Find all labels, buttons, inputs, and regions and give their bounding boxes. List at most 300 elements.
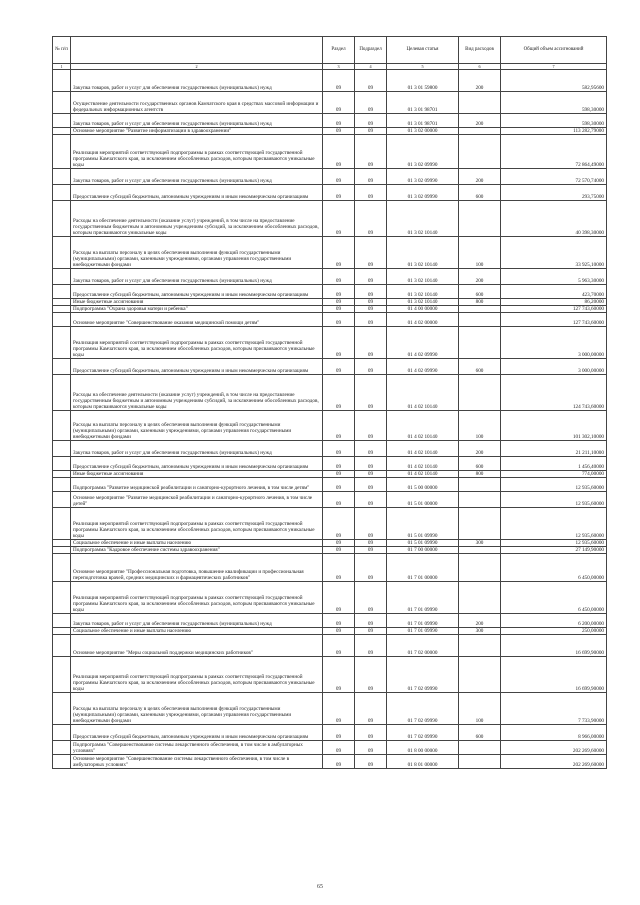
row-num: [53, 635, 71, 657]
row-subsection: 09: [355, 92, 387, 114]
header-target: Целевая статья: [387, 37, 459, 64]
row-amount: 72 864,49000: [501, 135, 607, 169]
column-number: 3: [323, 64, 355, 70]
row-section: 09: [323, 169, 355, 185]
row-target: 01 3 02 10140: [387, 299, 459, 306]
row-section: 09: [323, 269, 355, 285]
row-name: Расходы на обеспечение деятельности (оказание услуг) учреждений, в том числе на предоставление государственным бюджетным и автономным учреждениям субсидий, за исключением обособленных расходов, которым присваиваются уникальные коды: [71, 201, 323, 237]
budget-table-sheet: [52, 36, 606, 769]
row-name: Предоставление субсидий бюджетным, автономным учреждениям и иным некоммерческим организациям: [71, 285, 323, 299]
row-subsection: 09: [355, 635, 387, 657]
row-num: [53, 185, 71, 201]
row-section: 09: [323, 92, 355, 114]
table-row: [53, 285, 607, 299]
row-section: 09: [323, 375, 355, 411]
row-num: [53, 457, 71, 471]
row-target: 01 3 02 10140: [387, 237, 459, 269]
row-subsection: 09: [355, 285, 387, 299]
row-num: [53, 693, 71, 725]
row-name: Иные бюджетные ассигнования: [71, 471, 323, 478]
row-subsection: 09: [355, 70, 387, 92]
row-exptype: 200: [459, 114, 501, 128]
row-subsection: 09: [355, 478, 387, 492]
header-exptype: Вид расходов: [459, 37, 501, 64]
row-name: Закупка товаров, работ и услуг для обеспечения государственных (муниципальных) нужд: [71, 169, 323, 185]
row-name: Расходы на выплаты персоналу в целях обеспечения выполнения функций государственными (муниципальными) органами, казенными учреждениями, органами управления государственными внебюджетными фондами: [71, 237, 323, 269]
row-amount: 6 200,00000: [501, 614, 607, 628]
table-row: [53, 92, 607, 114]
row-exptype: [459, 582, 501, 614]
row-amount: 3 000,00000: [501, 327, 607, 359]
row-target: 01 4 02 10140: [387, 457, 459, 471]
table-row: [53, 237, 607, 269]
row-subsection: 09: [355, 582, 387, 614]
row-target: 01 4 02 10140: [387, 471, 459, 478]
table-row: [53, 540, 607, 547]
row-target: 01 7 01 09990: [387, 582, 459, 614]
row-exptype: [459, 547, 501, 554]
row-subsection: 09: [355, 169, 387, 185]
table-row: [53, 628, 607, 635]
row-amount: 12 935,60000: [501, 478, 607, 492]
table-row: [53, 635, 607, 657]
row-exptype: 800: [459, 471, 501, 478]
row-exptype: [459, 327, 501, 359]
row-section: 09: [323, 237, 355, 269]
row-subsection: 09: [355, 628, 387, 635]
row-exptype: [459, 92, 501, 114]
row-target: 01 7 01 00000: [387, 554, 459, 582]
row-target: 01 7 02 00000: [387, 635, 459, 657]
table-row: [53, 471, 607, 478]
row-section: 09: [323, 327, 355, 359]
row-target: 01 7 01 09990: [387, 614, 459, 628]
row-target: 01 4 02 09990: [387, 327, 459, 359]
table-row: [53, 741, 607, 755]
row-name: Подпрограмма "Развитие медицинской реабилитации и санаторно-курортного лечения, в том числе детям": [71, 478, 323, 492]
row-target: 01 7 02 09990: [387, 725, 459, 741]
header-amount: Общий объем ассигнований: [501, 37, 607, 64]
table-row: [53, 582, 607, 614]
table-row: [53, 657, 607, 693]
row-name: Подпрограмма "Кадровое обеспечение системы здравоохранения": [71, 547, 323, 554]
row-amount: 21 211,10000: [501, 441, 607, 457]
row-num: [53, 359, 71, 375]
header-subsection: Подраздел: [355, 37, 387, 64]
row-amount: 293,75000: [501, 185, 607, 201]
row-target: 01 3 01 98701: [387, 114, 459, 128]
row-name: Предоставление субсидий бюджетным, автономным учреждениям и иным некоммерческим организациям: [71, 359, 323, 375]
row-section: 09: [323, 306, 355, 313]
row-exptype: [459, 478, 501, 492]
row-subsection: 09: [355, 128, 387, 135]
row-target: 01 3 02 09990: [387, 169, 459, 185]
row-name: Социальное обеспечение и иные выплаты населению: [71, 628, 323, 635]
row-exptype: 600: [459, 185, 501, 201]
row-target: 01 7 02 09990: [387, 693, 459, 725]
row-subsection: 09: [355, 359, 387, 375]
row-subsection: 09: [355, 492, 387, 508]
row-subsection: 09: [355, 725, 387, 741]
row-num: [53, 169, 71, 185]
row-section: 09: [323, 185, 355, 201]
table-row: [53, 478, 607, 492]
row-section: 09: [323, 478, 355, 492]
row-target: 01 4 02 10140: [387, 375, 459, 411]
row-exptype: [459, 741, 501, 755]
row-num: [53, 299, 71, 306]
row-exptype: 600: [459, 725, 501, 741]
row-num: [53, 614, 71, 628]
row-name: Расходы на выплаты персоналу в целях обеспечения выполнения функций государственными (муниципальными) органами, казенными учреждениями, органами управления государственными внебюджетными фондами: [71, 693, 323, 725]
row-amount: 598,30000: [501, 114, 607, 128]
table-row: [53, 269, 607, 285]
row-section: 09: [323, 554, 355, 582]
row-subsection: 09: [355, 114, 387, 128]
column-number: 5: [387, 64, 459, 70]
row-num: [53, 554, 71, 582]
row-amount: 127 743,60000: [501, 306, 607, 313]
table-header-row: [53, 37, 607, 64]
row-amount: 16 699,90000: [501, 657, 607, 693]
row-target: 01 3 02 00000: [387, 128, 459, 135]
row-amount: 33 925,10000: [501, 237, 607, 269]
row-name: Социальное обеспечение и иные выплаты населению: [71, 540, 323, 547]
row-num: [53, 725, 71, 741]
row-num: [53, 375, 71, 411]
row-amount: 127 743,60000: [501, 313, 607, 327]
row-subsection: 09: [355, 614, 387, 628]
row-amount: 101 302,10000: [501, 411, 607, 441]
row-section: 09: [323, 547, 355, 554]
row-name: Предоставление субсидий бюджетным, автономным учреждениям и иным некоммерческим организациям: [71, 185, 323, 201]
table-row: [53, 135, 607, 169]
row-subsection: 09: [355, 269, 387, 285]
row-target: 01 3 01 98701: [387, 92, 459, 114]
row-amount: 113 282,79000: [501, 128, 607, 135]
row-num: [53, 478, 71, 492]
table-row: [53, 70, 607, 92]
row-amount: 774,00000: [501, 471, 607, 478]
row-exptype: [459, 492, 501, 508]
row-subsection: 09: [355, 327, 387, 359]
row-name: Предоставление субсидий бюджетным, автономным учреждениям и иным некоммерческим организациям: [71, 457, 323, 471]
row-section: 09: [323, 128, 355, 135]
row-exptype: 200: [459, 70, 501, 92]
table-row: [53, 508, 607, 540]
row-name: Расходы на выплаты персоналу в целях обеспечения выполнения функций государственными (муниципальными) органами, казенными учреждениями, органами управления государственными внебюджетными фондами: [71, 411, 323, 441]
table-row: [53, 547, 607, 554]
row-exptype: 100: [459, 693, 501, 725]
row-amount: 12 935,60000: [501, 508, 607, 540]
row-section: 09: [323, 70, 355, 92]
row-section: 09: [323, 135, 355, 169]
table-row: [53, 128, 607, 135]
row-target: 01 5 01 00000: [387, 492, 459, 508]
row-subsection: 09: [355, 375, 387, 411]
table-row: [53, 185, 607, 201]
row-section: 09: [323, 628, 355, 635]
row-num: [53, 657, 71, 693]
row-target: 01 7 00 00000: [387, 547, 459, 554]
row-amount: 124 743,60000: [501, 375, 607, 411]
table-row: [53, 725, 607, 741]
row-subsection: 09: [355, 554, 387, 582]
row-target: 01 3 02 10140: [387, 269, 459, 285]
table-row: [53, 114, 607, 128]
header-name: [71, 37, 323, 64]
row-num: [53, 628, 71, 635]
row-section: 09: [323, 508, 355, 540]
row-num: [53, 269, 71, 285]
row-amount: 598,30000: [501, 92, 607, 114]
row-exptype: 800: [459, 299, 501, 306]
row-exptype: [459, 306, 501, 313]
row-subsection: 09: [355, 313, 387, 327]
row-section: 09: [323, 725, 355, 741]
row-section: 09: [323, 359, 355, 375]
row-name: Основное мероприятие "Совершенствование оказания медицинской помощи детям": [71, 313, 323, 327]
row-target: 01 4 02 10140: [387, 441, 459, 457]
table-row: [53, 201, 607, 237]
row-num: [53, 471, 71, 478]
row-amount: 6 450,00000: [501, 554, 607, 582]
row-amount: 86,20000: [501, 299, 607, 306]
row-section: 09: [323, 201, 355, 237]
row-target: 01 7 01 09990: [387, 628, 459, 635]
column-number: 4: [355, 64, 387, 70]
row-target: 01 4 02 10140: [387, 411, 459, 441]
row-num: [53, 540, 71, 547]
row-section: 09: [323, 635, 355, 657]
column-number: 7: [501, 64, 607, 70]
row-num: [53, 135, 71, 169]
row-num: [53, 492, 71, 508]
row-subsection: 09: [355, 693, 387, 725]
table-row: [53, 693, 607, 725]
header-num: № п/п: [53, 37, 71, 64]
row-name: Подпрограмма "Совершенствование системы лекарственного обеспечения, в том числе в амбулаторных условиях": [71, 741, 323, 755]
row-target: 01 5 01 09990: [387, 508, 459, 540]
row-name: Основное мероприятие "Меры социальной поддержки медицинских работников": [71, 635, 323, 657]
row-name: Закупка товаров, работ и услуг для обеспечения государственных (муниципальных) нужд: [71, 614, 323, 628]
row-num: [53, 411, 71, 441]
table-row: [53, 614, 607, 628]
row-exptype: 200: [459, 269, 501, 285]
row-target: 01 3 02 09990: [387, 135, 459, 169]
row-section: 09: [323, 299, 355, 306]
row-subsection: 09: [355, 471, 387, 478]
row-name: Расходы на обеспечение деятельности (оказание услуг) учреждений, в том числе на предоставление государственным бюджетным и автономным учреждениям субсидий, за исключением обособленных расходов, которым присваиваются уникальные коды: [71, 375, 323, 411]
row-subsection: 09: [355, 457, 387, 471]
row-name: Закупка товаров, работ и услуг для обеспечения государственных (муниципальных) нужд: [71, 441, 323, 457]
row-subsection: 09: [355, 508, 387, 540]
row-exptype: [459, 635, 501, 657]
row-num: [53, 582, 71, 614]
row-subsection: 09: [355, 411, 387, 441]
row-num: [53, 70, 71, 92]
row-num: [53, 547, 71, 554]
page-number: 65: [317, 884, 323, 890]
row-target: 01 4 00 00000: [387, 306, 459, 313]
table-row: [53, 375, 607, 411]
row-name: Закупка товаров, работ и услуг для обеспечения государственных (муниципальных) нужд: [71, 269, 323, 285]
row-num: [53, 313, 71, 327]
row-amount: 16 699,90000: [501, 635, 607, 657]
row-num: [53, 441, 71, 457]
row-exptype: 100: [459, 237, 501, 269]
row-name: Осуществление деятельности государственных органов Камчатского края в средствах массовой информации и федеральных информационных агентств: [71, 92, 323, 114]
row-subsection: 09: [355, 185, 387, 201]
table-row: [53, 313, 607, 327]
table-row: [53, 554, 607, 582]
row-num: [53, 114, 71, 128]
column-number: 2: [71, 64, 323, 70]
row-target: 01 8 01 00000: [387, 755, 459, 769]
row-exptype: 600: [459, 285, 501, 299]
row-num: [53, 128, 71, 135]
row-num: [53, 327, 71, 359]
row-amount: 202 269,60000: [501, 741, 607, 755]
table-row: [53, 755, 607, 769]
column-number: 1: [53, 64, 71, 70]
row-num: [53, 508, 71, 540]
row-subsection: 09: [355, 306, 387, 313]
row-amount: 423,70000: [501, 285, 607, 299]
row-subsection: 09: [355, 299, 387, 306]
row-amount: 7 733,90000: [501, 693, 607, 725]
row-section: 09: [323, 693, 355, 725]
row-exptype: [459, 128, 501, 135]
row-subsection: 09: [355, 201, 387, 237]
row-num: [53, 285, 71, 299]
row-section: 09: [323, 492, 355, 508]
row-amount: 40 398,30000: [501, 201, 607, 237]
row-amount: 202 269,60000: [501, 755, 607, 769]
row-section: 09: [323, 313, 355, 327]
row-exptype: 600: [459, 359, 501, 375]
row-subsection: 09: [355, 755, 387, 769]
row-subsection: 09: [355, 657, 387, 693]
row-target: 01 4 02 00000: [387, 313, 459, 327]
row-name: Основное мероприятие "Профессиональная подготовка, повышение квалификации и профессиональная переподготовка врачей, средних медицинских и фармацевтических работников": [71, 554, 323, 582]
row-section: 09: [323, 582, 355, 614]
row-target: 01 3 02 10140: [387, 285, 459, 299]
row-amount: 27 149,90000: [501, 547, 607, 554]
row-name: Реализация мероприятий соответствующей подпрограммы в рамках соответствующей государственной программы Камчатского края, за исключением обособленных расходов, которым присваиваются уникальные коды: [71, 582, 323, 614]
row-exptype: [459, 657, 501, 693]
row-amount: 582,95600: [501, 70, 607, 92]
row-name: Реализация мероприятий соответствующей подпрограммы в рамках соответствующей государственной программы Камчатского края, за исключением обособленных расходов, которым присваиваются уникальные коды: [71, 135, 323, 169]
row-section: 09: [323, 614, 355, 628]
row-num: [53, 741, 71, 755]
table-row: [53, 327, 607, 359]
row-section: 09: [323, 540, 355, 547]
row-name: Основное мероприятие "Развитие информатизации в здравоохранении": [71, 128, 323, 135]
row-name: Реализация мероприятий соответствующей подпрограммы в рамках соответствующей государственной программы Камчатского края, за исключением обособленных расходов, которым присваиваются уникальные коды: [71, 657, 323, 693]
row-name: Закупка товаров, работ и услуг для обеспечения государственных (муниципальных) нужд: [71, 114, 323, 128]
row-amount: 6 450,00000: [501, 582, 607, 614]
row-exptype: 200: [459, 614, 501, 628]
table-row: [53, 441, 607, 457]
row-name: Закупка товаров, работ и услуг для обеспечения государственных (муниципальных) нужд: [71, 70, 323, 92]
row-exptype: [459, 508, 501, 540]
table-row: [53, 492, 607, 508]
row-exptype: [459, 135, 501, 169]
row-section: 09: [323, 457, 355, 471]
row-section: 09: [323, 114, 355, 128]
table-row: [53, 359, 607, 375]
row-target: 01 8 00 00000: [387, 741, 459, 755]
row-subsection: 09: [355, 741, 387, 755]
column-number: 6: [459, 64, 501, 70]
table-row: [53, 169, 607, 185]
row-name: Иные бюджетные ассигнования: [71, 299, 323, 306]
row-amount: 12 935,60000: [501, 492, 607, 508]
row-exptype: [459, 554, 501, 582]
row-name: Основное мероприятие "Развитие медицинской реабилитации и санаторно-курортного лечения, в том числе детей": [71, 492, 323, 508]
row-exptype: [459, 375, 501, 411]
row-name: Подпрограмма "Охрана здоровья матери и ребенка": [71, 306, 323, 313]
budget-table: [52, 36, 607, 769]
row-target: 01 7 02 09990: [387, 657, 459, 693]
table-row: [53, 299, 607, 306]
row-section: 09: [323, 411, 355, 441]
table-row: [53, 457, 607, 471]
row-amount: 3 000,00000: [501, 359, 607, 375]
row-amount: 250,00000: [501, 628, 607, 635]
row-target: 01 4 02 09990: [387, 359, 459, 375]
row-amount: 5 963,30000: [501, 269, 607, 285]
row-exptype: 200: [459, 441, 501, 457]
row-section: 09: [323, 471, 355, 478]
row-section: 09: [323, 755, 355, 769]
table-row: [53, 306, 607, 313]
row-target: 01 3 02 10140: [387, 201, 459, 237]
row-exptype: 200: [459, 169, 501, 185]
row-name: Предоставление субсидий бюджетным, автономным учреждениям и иным некоммерческим организациям: [71, 725, 323, 741]
row-name: Основное мероприятие "Совершенствование системы лекарственного обеспечения, в том числе в амбулаторных условиях": [71, 755, 323, 769]
row-subsection: 09: [355, 135, 387, 169]
row-exptype: 300: [459, 540, 501, 547]
table-body: [53, 70, 607, 769]
row-subsection: 09: [355, 547, 387, 554]
row-amount: 12 935,60000: [501, 540, 607, 547]
row-subsection: 09: [355, 540, 387, 547]
row-num: [53, 237, 71, 269]
row-section: 09: [323, 741, 355, 755]
row-amount: 72 570,74000: [501, 169, 607, 185]
row-exptype: 600: [459, 457, 501, 471]
row-target: 01 5 00 00000: [387, 478, 459, 492]
row-subsection: 09: [355, 441, 387, 457]
row-section: 09: [323, 285, 355, 299]
row-exptype: [459, 755, 501, 769]
header-section: Раздел: [323, 37, 355, 64]
table-row: [53, 411, 607, 441]
row-name: Реализация мероприятий соответствующей подпрограммы в рамках соответствующей государственной программы Камчатского края, за исключением обособленных расходов, которым присваиваются уникальные коды: [71, 508, 323, 540]
row-target: 01 3 02 09990: [387, 185, 459, 201]
row-num: [53, 201, 71, 237]
row-section: 09: [323, 441, 355, 457]
row-num: [53, 92, 71, 114]
row-exptype: 300: [459, 628, 501, 635]
row-section: 09: [323, 657, 355, 693]
row-amount: 8 966,00000: [501, 725, 607, 741]
row-name: Реализация мероприятий соответствующей подпрограммы в рамках соответствующей государственной программы Камчатского края, за исключением обособленных расходов, которым присваиваются уникальные коды: [71, 327, 323, 359]
row-target: 01 5 01 09990: [387, 540, 459, 547]
row-subsection: 09: [355, 237, 387, 269]
